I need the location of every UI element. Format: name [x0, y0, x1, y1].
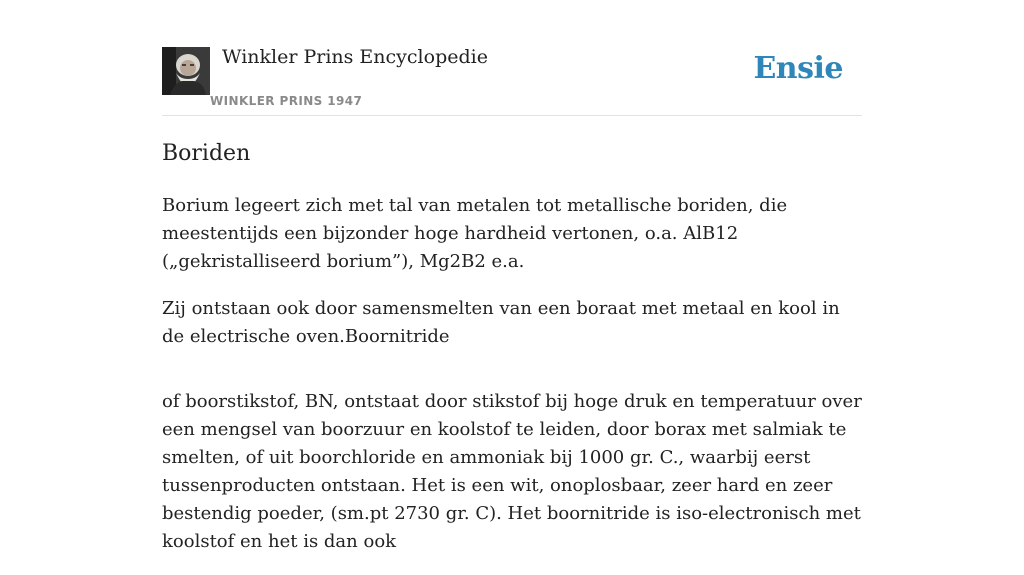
article-title: Boriden — [162, 141, 251, 166]
brand-logo[interactable]: Ensie — [753, 51, 843, 86]
source-avatar[interactable] — [162, 47, 210, 95]
paragraph: Zij ontstaan ook door samensmelten van een boraat met metaal en kool in de electrische oven.Boornitride — [162, 298, 840, 347]
article-body — [162, 192, 862, 575]
content-container — [162, 0, 862, 552]
source-name[interactable]: Winkler Prins Encyclopedie — [222, 46, 488, 68]
portrait-image — [162, 47, 210, 95]
source-header — [162, 0, 862, 116]
paragraph: of boorstikstof, BN, ontstaat door stikstof bij hoge druk en temperatuur over een mengsel van boorzuur en koolstof te leiden, door borax met salmiak te smelten, of uit boorchloride en ammoniak bij 1000 gr. C., waarbij eerst tussenproducten ontstaan. Het is een wit, onoplosbaar, zeer hard en zeer bestendig poeder, (sm.pt 2730 gr. C). Het boornitride is iso-electronisch met koolstof en het is dan ook — [162, 391, 862, 552]
paragraph: Borium legeert zich met tal van metalen tot metallische boriden, die meestentijds een bijzonder hoge hardheid vertonen, o.a. AlB12 („gekristalliseerd borium”), Mg2B2 e.a. — [162, 195, 788, 272]
source-subtitle: WINKLER PRINS 1947 — [210, 94, 363, 108]
